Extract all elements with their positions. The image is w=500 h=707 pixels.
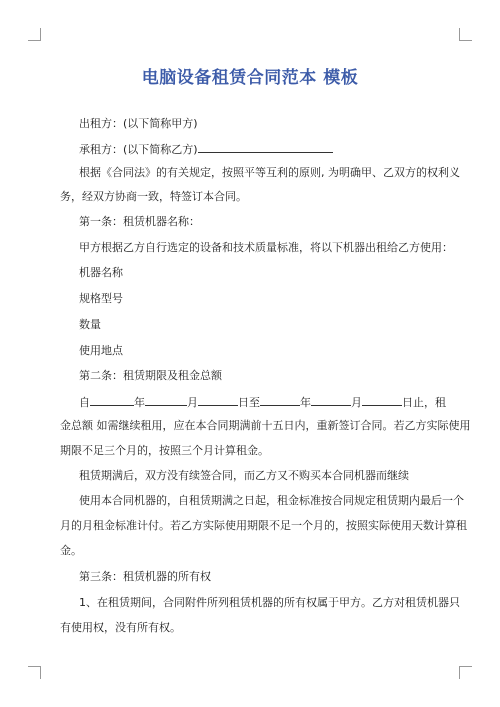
period-blank-6 xyxy=(362,394,402,406)
rental-period-line xyxy=(79,394,446,410)
article-1-heading: 第一条：租赁机器名称： xyxy=(79,215,200,228)
crop-mark-top-left xyxy=(28,28,41,41)
article-2-para-2: 租赁期满后，双方没有续签合同，而乙方又不购买本合同机器而继续 xyxy=(79,469,409,482)
period-blank-3 xyxy=(198,394,238,406)
article-3-para-1-line-2: 有使用权，没有所有权。 xyxy=(60,621,181,634)
crop-mark-bottom-right xyxy=(459,666,472,679)
lessor-line: 出租方：(以下简称甲方) xyxy=(79,117,198,130)
period-blank-4 xyxy=(260,394,300,406)
period-blank-2 xyxy=(145,394,187,406)
period-day-end: 日止，租 xyxy=(402,396,446,409)
period-year-1: 年 xyxy=(134,396,145,409)
period-month-1: 月 xyxy=(187,396,198,409)
field-machine-name: 机器名称 xyxy=(79,266,123,279)
lessee-line xyxy=(79,141,440,157)
article-3-para-1-line-1: 1、在租赁期间，合同附件所列租赁机器的所有权属于甲方。乙方对租赁机器只 xyxy=(79,596,460,609)
article-2-line-3: 期限不足三个月的，按照三个月计算租金。 xyxy=(60,444,269,457)
article-2-para-3-line-3: 金。 xyxy=(60,544,82,557)
field-location: 使用地点 xyxy=(79,344,123,357)
period-day-to: 日至 xyxy=(238,396,260,409)
lessee-blank xyxy=(198,141,333,153)
article-2-para-3-line-1: 使用本合同机器的，自租赁期满之日起，租金标准按合同规定租赁期内最后一个 xyxy=(79,494,464,507)
document-title: 电脑设备租赁合同范本 模板 xyxy=(141,68,359,88)
period-blank-5 xyxy=(311,394,351,406)
period-year-2: 年 xyxy=(300,396,311,409)
lessee-label: 承租方：(以下简称乙方) xyxy=(79,143,198,156)
intro-line-2: 务，经双方协商一致，特签订本合同。 xyxy=(60,190,247,203)
article-1-text: 甲方根据乙方自行选定的设备和技术质量标准，将以下机器出租给乙方使用： xyxy=(79,241,453,254)
field-model: 规格型号 xyxy=(79,292,123,305)
crop-mark-bottom-left xyxy=(28,666,41,679)
article-2-line-2: 金总额 如需继续租用，应在本合同期满前十五日内，重新签订合同。若乙方实际使用 xyxy=(60,419,471,432)
article-2-heading: 第二条：租赁期限及租金总额 xyxy=(79,369,222,382)
article-3-heading: 第三条：租赁机器的所有权 xyxy=(79,570,211,583)
field-quantity: 数量 xyxy=(79,318,101,331)
intro-line-1: 根据《合同法》的有关规定，按照平等互利的原则, 为明确甲、乙双方的权利义 xyxy=(79,166,460,179)
article-2-para-3-line-2: 月的月租金标准计付。若乙方实际使用期限不足一个月的，按照实际使用天数计算租 xyxy=(60,519,467,532)
period-from: 自 xyxy=(79,396,90,409)
crop-mark-top-right xyxy=(459,28,472,41)
period-blank-1 xyxy=(90,394,134,406)
period-month-2: 月 xyxy=(351,396,362,409)
